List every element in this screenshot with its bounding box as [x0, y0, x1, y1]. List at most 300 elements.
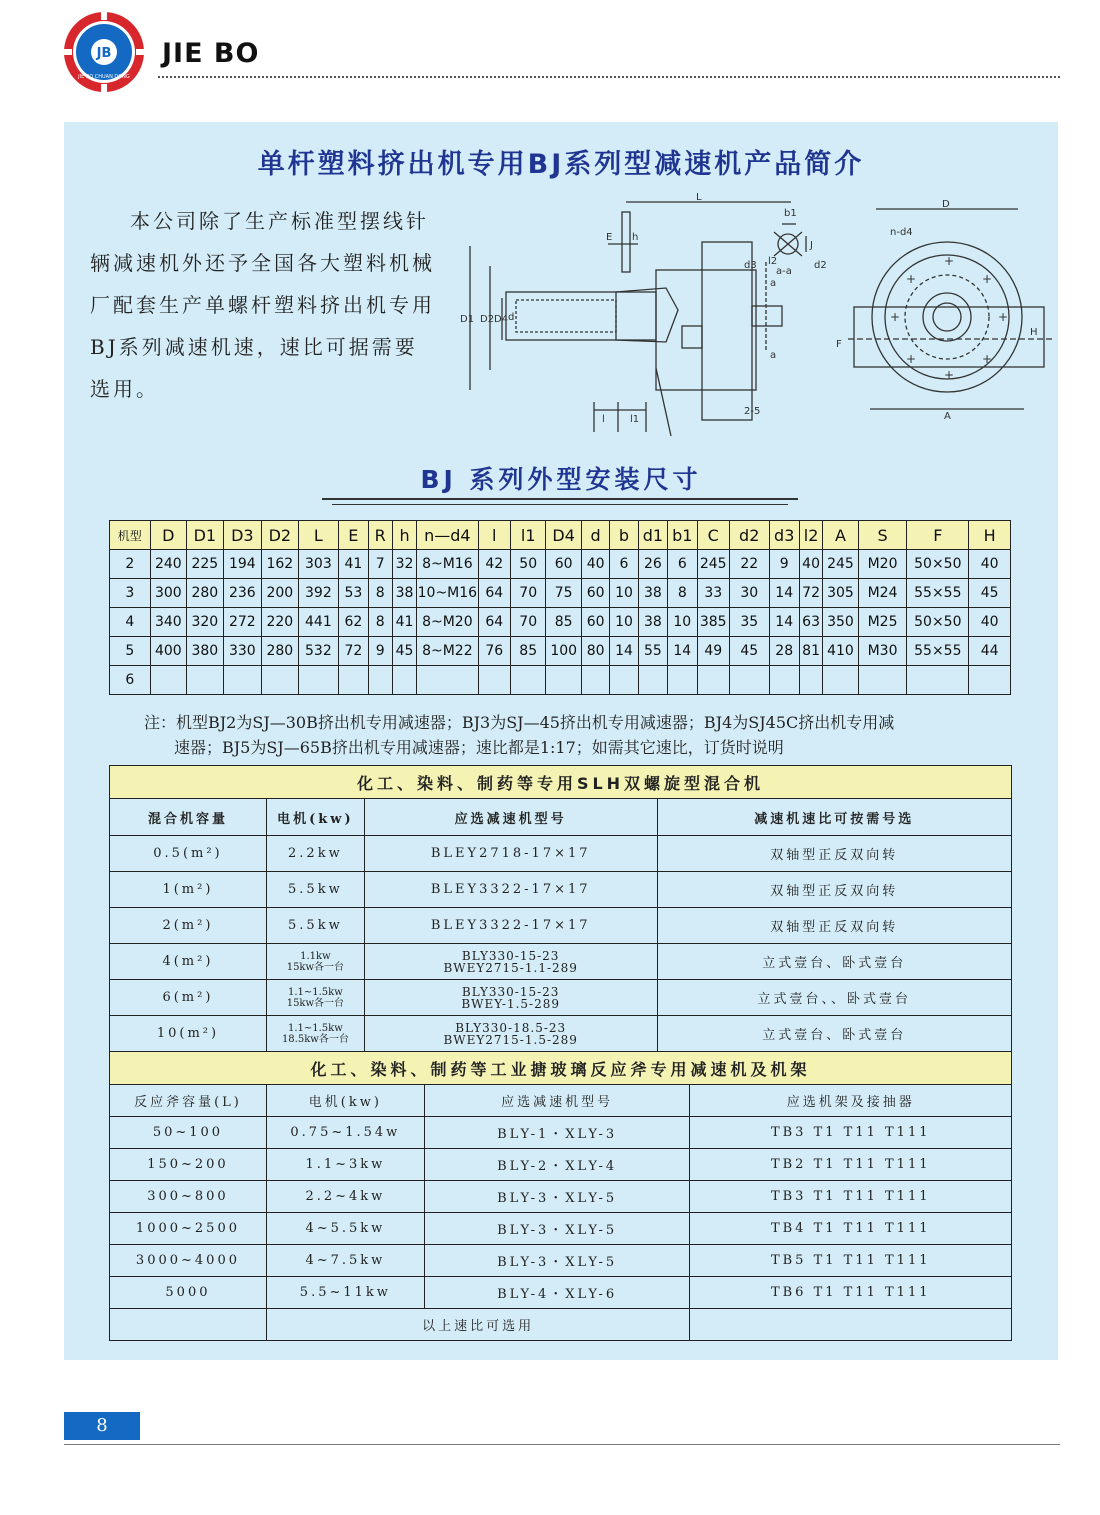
dims-cell: 340 [150, 608, 187, 637]
dims-cell [187, 666, 224, 695]
keyway-detail-diagram [744, 202, 844, 292]
header-cell: n—d4 [417, 521, 478, 550]
dims-cell [697, 666, 729, 695]
dim-label-E: E [606, 232, 613, 243]
dims-cell: M25 [858, 608, 907, 637]
mixer-row [110, 872, 1012, 908]
dims-cell: 26 [638, 550, 667, 579]
dims-cell: 6 [110, 666, 151, 695]
dims-cell: 7 [368, 550, 392, 579]
mixer-model [364, 944, 657, 980]
end-label-H: H [1030, 327, 1038, 338]
dims-cell: 245 [823, 550, 858, 579]
dims-cell: 8~M16 [417, 550, 478, 579]
reactor-capacity: 300~800 [110, 1181, 267, 1213]
note-line-1: 注：机型BJ2为SJ—30B挤出机专用减速器；BJ3为SJ—45挤出机专用减速器；BJ4为SJ45C挤出机专用减 [144, 713, 895, 732]
dims-cell: 330 [223, 637, 262, 666]
dims-cell: 14 [769, 579, 799, 608]
reactor-header-capacity: 反应斧容量(L) [110, 1085, 267, 1117]
dims-cell: 320 [187, 608, 224, 637]
intro-paragraph: 本公司除了生产标准型摆线针辆减速机外还予全国各大塑料机械厂配套生产单螺杆塑料挤出机专用BJ系列减速机速，速比可据需要选用。 [90, 209, 435, 401]
detail-label-b1: b1 [784, 208, 797, 219]
reactor-capacity: 5000 [110, 1277, 267, 1309]
page-number: 8 [64, 1412, 140, 1440]
dims-cell: 392 [298, 579, 339, 608]
company-logo-icon [62, 10, 146, 94]
dims-body [110, 550, 1011, 695]
mixer-header-capacity: 混合机容量 [110, 799, 267, 836]
reactor-motor: 0.75~1.54w [266, 1117, 424, 1149]
dims-cell [478, 666, 510, 695]
mixer-motor-line: 1.1kw [300, 950, 331, 962]
dims-cell [799, 666, 822, 695]
header-cell: L [298, 521, 339, 550]
dims-cell: 4 [110, 608, 151, 637]
reactor-frame: TB6 T1 T11 T111 [690, 1277, 1012, 1309]
dims-cell [150, 666, 187, 695]
dims-cell: 303 [298, 550, 339, 579]
mixer-motor [266, 980, 364, 1016]
dims-cell: 41 [392, 608, 416, 637]
dims-cell: 55×55 [907, 637, 969, 666]
mixer-reactor-table [109, 765, 1012, 1341]
reactor-capacity: 150~200 [110, 1149, 267, 1181]
logo-ring-text: JIE BO CHUAN DONG [78, 74, 130, 80]
dims-cell: 194 [223, 550, 262, 579]
svg-text:+: + [906, 272, 917, 286]
reactor-section-title-row [110, 1052, 1012, 1085]
dims-cell: 60 [546, 550, 581, 579]
header-cell: D4 [546, 521, 581, 550]
dims-cell: 45 [969, 579, 1011, 608]
reactor-section-title: 化工、染料、制药等工业搪玻璃反应斧专用减速机及机架 [110, 1052, 1012, 1085]
mixer-model-line: BLY330-15-23 [461, 948, 560, 963]
dims-cell [823, 666, 858, 695]
dims-cell [581, 666, 609, 695]
mixer-model: BLEY3322-17×17 [364, 908, 657, 944]
mixer-motor-line: 1.1~1.5kw [287, 1022, 343, 1034]
dims-row [110, 637, 1011, 666]
reactor-frame: TB2 T1 T11 T111 [690, 1149, 1012, 1181]
end-label-D: D [942, 199, 950, 210]
header-cell: d2 [729, 521, 769, 550]
detail-label-d3: d3 [744, 260, 757, 271]
dims-cell: 220 [262, 608, 299, 637]
dims-cell: 40 [581, 550, 609, 579]
mixer-header-model: 应选减速机型号 [364, 799, 657, 836]
header-cell: D [150, 521, 187, 550]
dims-cell: 272 [223, 608, 262, 637]
mixer-capacity: 6(m²) [110, 980, 267, 1016]
dims-cell: 10~M16 [417, 579, 478, 608]
header-divider [158, 76, 1060, 78]
dims-cell: 441 [298, 608, 339, 637]
mixer-body [110, 836, 1012, 1052]
mixer-section-title-row [110, 766, 1012, 799]
mixer-capacity: 1(m²) [110, 872, 267, 908]
mixer-row [110, 1016, 1012, 1052]
mixer-motor: 5.5kw [266, 872, 364, 908]
dims-cell: 380 [187, 637, 224, 666]
dims-cell: 8 [668, 579, 697, 608]
dims-cell [769, 666, 799, 695]
mixer-capacity: 10(m²) [110, 1016, 267, 1052]
header-cell: b1 [668, 521, 697, 550]
header-cell: l [478, 521, 510, 550]
reactor-header-motor: 电机(kw) [266, 1085, 424, 1117]
mixer-model: BLEY2718-17×17 [364, 836, 657, 872]
reactor-motor: 5.5~11kw [266, 1277, 424, 1309]
dims-cell: 245 [697, 550, 729, 579]
dims-cell: 80 [581, 637, 609, 666]
reactor-header-frame: 应选机架及接抽器 [690, 1085, 1012, 1117]
end-label-n-d4: n-d4 [890, 227, 913, 238]
header-cell: 机型 [110, 521, 151, 550]
dims-cell: 532 [298, 637, 339, 666]
end-label-A: A [944, 411, 951, 422]
svg-text:+: + [944, 254, 955, 268]
dims-cell: 8~M20 [417, 608, 478, 637]
dims-row [110, 579, 1011, 608]
dim-label-l: l [602, 414, 605, 425]
mixer-motor-line: 1.1~1.5kw [287, 986, 343, 998]
dims-cell: 38 [638, 608, 667, 637]
mixer-section-title: 化工、染料、制药等专用SLH双螺旋型混合机 [110, 766, 1012, 799]
mixer-capacity: 0.5(m²) [110, 836, 267, 872]
dim-label-d: d [508, 312, 515, 323]
dims-cell: 62 [339, 608, 368, 637]
dims-cell: M24 [858, 579, 907, 608]
mixer-ratio: 双轴型正反双向转 [657, 908, 1012, 944]
dims-cell: 44 [969, 637, 1011, 666]
dims-cell [610, 666, 638, 695]
reactor-motor: 4~7.5kw [266, 1245, 424, 1277]
dim-label-D1: D1 [460, 314, 475, 325]
dims-cell: 41 [339, 550, 368, 579]
dims-cell: 162 [262, 550, 299, 579]
dims-cell: 64 [478, 608, 510, 637]
dims-cell: M20 [858, 550, 907, 579]
dims-cell: 9 [769, 550, 799, 579]
reactor-capacity: 3000~4000 [110, 1245, 267, 1277]
mixer-motor-line: 15kw各一台 [286, 961, 345, 973]
dims-cell: 70 [510, 608, 545, 637]
reactor-header-model: 应选减速机型号 [424, 1085, 690, 1117]
reducer-end-view-diagram [834, 197, 1059, 422]
mixer-model-line: BWEY2715-1.1-289 [443, 960, 578, 975]
dims-cell: 8 [368, 579, 392, 608]
dims-cell: 14 [668, 637, 697, 666]
dims-cell: 70 [510, 579, 545, 608]
dims-cell: 76 [478, 637, 510, 666]
dim-label-2-5: 2-5 [744, 406, 761, 417]
mixer-model [364, 1016, 657, 1052]
dims-cell: 6 [668, 550, 697, 579]
dims-cell [298, 666, 339, 695]
svg-text:+: + [906, 352, 917, 366]
dims-cell: 300 [150, 579, 187, 608]
dims-cell: 8~M22 [417, 637, 478, 666]
header-cell: D3 [223, 521, 262, 550]
header-cell: d1 [638, 521, 667, 550]
mixer-model: BLEY3322-17×17 [364, 872, 657, 908]
mixer-header-ratio: 减速机速比可按需号选 [657, 799, 1012, 836]
table-note [144, 710, 1014, 760]
dims-cell: 40 [969, 608, 1011, 637]
dims-cell: 280 [262, 637, 299, 666]
dims-cell: 50 [510, 550, 545, 579]
dims-cell [339, 666, 368, 695]
dims-cell: 305 [823, 579, 858, 608]
mixer-header-motor: 电机(kw) [266, 799, 364, 836]
mixer-motor [266, 944, 364, 980]
dims-cell: 81 [799, 637, 822, 666]
dims-cell: 240 [150, 550, 187, 579]
svg-text:+: + [998, 310, 1009, 324]
dims-cell [668, 666, 697, 695]
dims-cell: 22 [729, 550, 769, 579]
dims-cell: 35 [729, 608, 769, 637]
reactor-frame: TB5 T1 T11 T111 [690, 1245, 1012, 1277]
header-cell: E [339, 521, 368, 550]
dims-cell: 410 [823, 637, 858, 666]
dims-row [110, 666, 1011, 695]
mixer-capacity: 4(m²) [110, 944, 267, 980]
header-cell: D2 [262, 521, 299, 550]
dims-cell: 10 [610, 608, 638, 637]
reactor-capacity: 1000~2500 [110, 1213, 267, 1245]
dims-cell: 55 [638, 637, 667, 666]
dims-cell: 40 [969, 550, 1011, 579]
dims-cell: 385 [697, 608, 729, 637]
mixer-ratio: 立式壹台、卧式壹台 [657, 1016, 1012, 1052]
dims-cell: 350 [823, 608, 858, 637]
reactor-footer-note: 以上速比可选用 [266, 1309, 690, 1341]
dims-cell: 50×50 [907, 608, 969, 637]
dims-cell: 55×55 [907, 579, 969, 608]
logo-center-text: JB [96, 46, 112, 61]
header-cell: l1 [510, 521, 545, 550]
dims-cell: 75 [546, 579, 581, 608]
dims-section-title: BJ 系列外型安装尺寸 [420, 465, 702, 494]
note-line-2: 速器；BJ5为SJ—65B挤出机专用减速器；速比都是1:17；如需其它速比，订货时说明 [174, 738, 784, 757]
dims-cell: 10 [668, 608, 697, 637]
brand-name: JIE BO [162, 38, 260, 69]
dims-row [110, 550, 1011, 579]
header-cell: S [858, 521, 907, 550]
title-underline [322, 498, 798, 500]
dim-label-l1: l1 [630, 414, 640, 425]
title-underline-thin [332, 504, 788, 505]
header-cell: F [907, 521, 969, 550]
mixer-ratio: 双轴型正反双向转 [657, 836, 1012, 872]
dims-cell: 225 [187, 550, 224, 579]
reactor-footer-row [110, 1309, 1012, 1341]
mixer-capacity: 2(m²) [110, 908, 267, 944]
reactor-motor: 2.2~4kw [266, 1181, 424, 1213]
reactor-motor: 4~5.5kw [266, 1213, 424, 1245]
header-cell: d [581, 521, 609, 550]
mixer-row [110, 944, 1012, 980]
dims-cell: 5 [110, 637, 151, 666]
reactor-model: BLY-1・XLY-3 [424, 1117, 690, 1149]
reactor-model: BLY-2・XLY-4 [424, 1149, 690, 1181]
dims-cell: 3 [110, 579, 151, 608]
svg-text:+: + [944, 368, 955, 382]
reactor-model: BLY-3・XLY-5 [424, 1245, 690, 1277]
dims-cell: 85 [546, 608, 581, 637]
reactor-model: BLY-3・XLY-5 [424, 1181, 690, 1213]
footer-divider [64, 1444, 1060, 1445]
mixer-row [110, 980, 1012, 1016]
dims-cell [858, 666, 907, 695]
detail-label-a-a: a-a [776, 266, 792, 277]
dims-cell: 45 [729, 637, 769, 666]
header-cell: R [368, 521, 392, 550]
reactor-footer-empty [110, 1309, 267, 1341]
reactor-row [110, 1245, 1012, 1277]
dims-row [110, 608, 1011, 637]
dims-cell: 42 [478, 550, 510, 579]
mixer-motor: 5.5kw [266, 908, 364, 944]
reactor-header-row [110, 1085, 1012, 1117]
mixer-row [110, 836, 1012, 872]
header-cell: H [969, 521, 1011, 550]
dims-cell: 280 [187, 579, 224, 608]
dims-cell: 236 [223, 579, 262, 608]
dims-cell [262, 666, 299, 695]
dims-cell [638, 666, 667, 695]
page-header [0, 0, 1100, 90]
dims-cell: 8 [368, 608, 392, 637]
dim-label-a-bottom: a [770, 350, 777, 361]
svg-text:+: + [890, 310, 901, 324]
dims-cell: 100 [546, 637, 581, 666]
dims-cell: 38 [638, 579, 667, 608]
dims-cell [417, 666, 478, 695]
mixer-row [110, 908, 1012, 944]
dims-cell: 60 [581, 579, 609, 608]
mixer-ratio: 双轴型正反双向转 [657, 872, 1012, 908]
dim-label-a-top: a [770, 278, 777, 289]
header-cell: b [610, 521, 638, 550]
dims-cell [368, 666, 392, 695]
mixer-model-line: BWEY2715-1.5-289 [443, 1032, 578, 1047]
reactor-row [110, 1181, 1012, 1213]
dims-cell: 64 [478, 579, 510, 608]
dims-cell: 38 [392, 579, 416, 608]
dim-label-L: L [696, 192, 702, 203]
dims-cell: 9 [368, 637, 392, 666]
header-cell: D1 [187, 521, 224, 550]
mixer-ratio: 立式壹台、、卧式壹台 [657, 980, 1012, 1016]
header-cell: h [392, 521, 416, 550]
svg-text:+: + [982, 272, 993, 286]
detail-label-d2: d2 [814, 260, 827, 271]
dims-cell [510, 666, 545, 695]
intro-text [90, 200, 440, 410]
header-cell: d3 [769, 521, 799, 550]
dim-label-D4: D4 [494, 314, 509, 325]
mixer-ratio: 立式壹台、卧式壹台 [657, 944, 1012, 980]
detail-label-J: J [810, 240, 813, 251]
dims-cell: 400 [150, 637, 187, 666]
dim-label-D2: D2 [480, 314, 495, 325]
mixer-header-row [110, 799, 1012, 836]
reactor-frame: TB4 T1 T11 T111 [690, 1213, 1012, 1245]
dims-cell: 72 [799, 579, 822, 608]
dims-cell: 32 [392, 550, 416, 579]
dims-cell: 60 [581, 608, 609, 637]
dims-cell: 10 [610, 579, 638, 608]
end-label-F: F [836, 339, 842, 350]
mixer-motor [266, 1016, 364, 1052]
header-cell: A [823, 521, 858, 550]
mixer-model-line: BWEY-1.5-289 [461, 996, 560, 1011]
reactor-body [110, 1117, 1012, 1309]
svg-text:+: + [982, 352, 993, 366]
mixer-model-line: BLY330-18.5-23 [455, 1020, 567, 1035]
dims-cell: 14 [769, 608, 799, 637]
reactor-footer-empty [690, 1309, 1012, 1341]
dims-cell: 63 [799, 608, 822, 637]
reactor-frame: TB3 T1 T11 T111 [690, 1117, 1012, 1149]
dims-cell: 53 [339, 579, 368, 608]
dims-cell [729, 666, 769, 695]
header-cell: l2 [799, 521, 822, 550]
reactor-frame: TB3 T1 T11 T111 [690, 1181, 1012, 1213]
content-panel [64, 122, 1058, 1360]
dims-cell: 72 [339, 637, 368, 666]
dims-cell: 49 [697, 637, 729, 666]
dims-cell: 2 [110, 550, 151, 579]
dims-cell [969, 666, 1011, 695]
dims-cell: 33 [697, 579, 729, 608]
mixer-motor: 2.2kw [266, 836, 364, 872]
reactor-row [110, 1149, 1012, 1181]
dims-cell: 40 [799, 550, 822, 579]
dims-cell [223, 666, 262, 695]
reactor-capacity: 50~100 [110, 1117, 267, 1149]
dims-cell [546, 666, 581, 695]
dims-cell: 85 [510, 637, 545, 666]
dims-cell: 45 [392, 637, 416, 666]
dims-cell: 14 [610, 637, 638, 666]
dims-cell: 28 [769, 637, 799, 666]
reactor-row [110, 1213, 1012, 1245]
dimension-table [109, 520, 1011, 695]
dims-cell [392, 666, 416, 695]
reactor-model: BLY-3・XLY-5 [424, 1213, 690, 1245]
mixer-model [364, 980, 657, 1016]
mixer-motor-line: 18.5kw各一台 [281, 1033, 349, 1045]
reactor-row [110, 1277, 1012, 1309]
dims-cell: 30 [729, 579, 769, 608]
dims-cell [907, 666, 969, 695]
dims-cell: 200 [262, 579, 299, 608]
main-title: 单杆塑料挤出机专用BJ系列型减速机产品简介 [257, 149, 865, 180]
dim-label-h: h [632, 232, 639, 243]
reactor-row [110, 1117, 1012, 1149]
dims-cell: 50×50 [907, 550, 969, 579]
reactor-motor: 1.1~3kw [266, 1149, 424, 1181]
dim-label-l2: l2 [768, 256, 778, 267]
mixer-model-line: BLY330-15-23 [461, 984, 560, 999]
dims-cell: M30 [858, 637, 907, 666]
dims-cell: 6 [610, 550, 638, 579]
mixer-motor-line: 15kw各一台 [286, 997, 345, 1009]
dims-header-row [110, 521, 1011, 550]
